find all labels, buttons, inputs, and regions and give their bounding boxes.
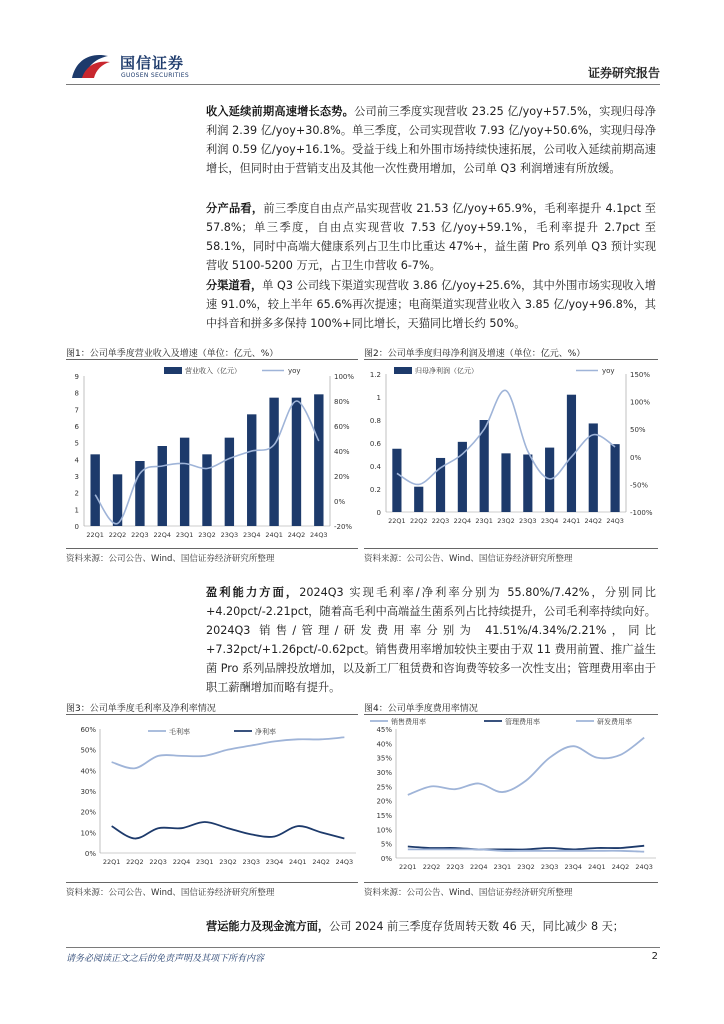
x-tick: 22Q4	[469, 863, 488, 871]
bar	[458, 442, 467, 512]
y-tick-right: 20%	[334, 473, 350, 481]
bar	[225, 438, 234, 526]
guosen-logo-icon	[68, 50, 114, 82]
y-tick-left: 9	[74, 373, 79, 381]
x-tick: 22Q2	[108, 531, 127, 539]
legend-bar-swatch	[394, 367, 412, 374]
y-tick: 20%	[376, 797, 392, 806]
fig4-chart	[364, 717, 658, 880]
x-tick: 23Q3	[519, 517, 537, 525]
paragraph-operations	[206, 917, 656, 936]
logo-cn: 国信证券	[120, 54, 185, 72]
paragraph-channel	[206, 276, 656, 333]
legend-label: 毛利率	[169, 728, 190, 736]
fig4-bottom-rule	[364, 882, 658, 883]
legend-bar-swatch	[164, 367, 182, 374]
y-tick: 60%	[80, 726, 96, 734]
y-tick-right: 150%	[630, 371, 651, 379]
x-tick: 23Q1	[195, 858, 214, 866]
x-tick: 24Q1	[265, 531, 283, 539]
y-tick-right: 100%	[630, 398, 651, 407]
y-tick: 45%	[376, 726, 392, 734]
x-tick: 22Q1	[86, 531, 104, 539]
fig1-title: 图1：公司单季度营业收入及增速（单位：亿元、%）	[66, 349, 279, 359]
y-tick-left: 8	[74, 389, 79, 398]
x-tick: 24Q3	[310, 531, 328, 539]
bar	[314, 394, 323, 526]
y-tick: 0%	[380, 855, 392, 863]
x-tick: 23Q4	[242, 531, 261, 539]
y-tick-left: 4	[74, 456, 79, 465]
x-tick: 22Q3	[131, 531, 149, 539]
legend-bar-label: 归母净利润（亿元）	[415, 367, 478, 375]
y-tick-right: -100%	[630, 509, 653, 517]
x-tick: 23Q1	[475, 517, 493, 525]
x-tick: 24Q3	[606, 517, 624, 525]
y-tick: 30%	[80, 788, 96, 796]
x-tick: 22Q1	[102, 858, 121, 866]
fig1-bottom-rule	[66, 548, 358, 549]
legend-label: 管理费用率	[505, 718, 540, 726]
bar	[414, 487, 423, 512]
bar	[247, 414, 256, 526]
y-tick-left: 6	[74, 423, 79, 431]
x-tick: 24Q2	[312, 858, 330, 866]
fig4-source: 资料来源：公司公告、Wind、国信证券经济研究所整理	[364, 888, 573, 898]
logo-en: GUOSEN SECURITIES	[121, 72, 190, 79]
fig2-bottom-rule	[364, 548, 658, 549]
header-divider	[66, 84, 660, 85]
y-tick: 10%	[376, 826, 392, 835]
x-tick: 22Q4	[153, 531, 172, 539]
fig3-rule	[66, 714, 358, 715]
x-tick: 22Q1	[388, 517, 406, 525]
y-tick: 0%	[84, 850, 96, 858]
paragraph-product	[206, 199, 656, 275]
x-tick: 23Q2	[198, 531, 216, 539]
bar	[269, 398, 278, 526]
fig2-title: 图2：公司单季度归母净利润及增速（单位：亿元、%）	[364, 349, 586, 359]
series-line	[112, 822, 345, 839]
bar	[90, 454, 99, 526]
legend-label: 净利率	[255, 728, 276, 736]
x-tick: 24Q2	[584, 517, 603, 525]
y-tick-left: 1	[376, 394, 381, 402]
paragraph-profitability	[206, 583, 656, 697]
paragraph-revenue	[206, 102, 656, 178]
paragraph-lead: 收入延续前期高速增长态势。	[206, 105, 355, 118]
series-line	[112, 737, 345, 768]
x-tick: 24Q2	[287, 531, 306, 539]
x-tick: 24Q3	[335, 858, 354, 866]
y-tick-left: 7	[74, 406, 79, 415]
y-tick: 35%	[376, 754, 392, 763]
y-tick-left: 0.6	[369, 440, 381, 448]
legend-line-label: yoy	[602, 367, 615, 375]
fig4-rule	[364, 714, 658, 715]
paragraph-lead: 盈利能力方面，	[206, 586, 300, 599]
y-tick: 50%	[80, 746, 96, 755]
x-tick: 23Q4	[564, 863, 583, 871]
x-tick: 24Q1	[588, 863, 606, 871]
fig1-rule	[66, 359, 358, 360]
x-tick: 22Q4	[453, 517, 472, 525]
paragraph-lead: 营运能力及现金流方面，	[206, 920, 330, 933]
paragraph-text: 公司前三季度实现营收 23.25 亿/yoy+57.5%，实现归母净利润 2.39 亿/yoy+30.8%。单三季度，公司实现营收 7.93 亿/yoy+50.6%，实现归母净利润 0.59 亿/yoy+16.1%。受益于线上和外围市场持续快速拓展，公司收入延续前期高速增长，但同时由于营销支出及其他一次性费用增加，公司单 Q3 利润增速有所放缓。	[206, 105, 656, 175]
legend-bar-label: 营业收入（亿元）	[185, 367, 241, 375]
header	[66, 48, 660, 84]
y-tick: 15%	[376, 812, 392, 820]
paragraph-lead: 分产品看，	[206, 202, 264, 215]
paragraph-text: 前三季度自由点产品实现营收 21.53 亿/yoy+65.9%，毛利率提升 4.1pct 至 57.8%；单三季度，自由点实现营收 7.53 亿/yoy+59.1%，毛利率提升 2.7pct 至 58.1%，同时中高端大健康系列占卫生巾比重达 47%+，益生菌 Pro 系列单 Q3 预计实现营收 5100-5200 万元，占卫生巾营收 6-7%。	[206, 202, 656, 272]
legend-label: 销售费用率	[391, 718, 426, 726]
x-tick: 23Q2	[219, 858, 237, 866]
x-tick: 22Q1	[399, 863, 417, 871]
x-tick: 24Q1	[289, 858, 307, 866]
bar	[180, 438, 189, 526]
y-tick-left: 2	[74, 489, 79, 498]
y-tick-right: -50%	[630, 481, 649, 490]
x-tick: 23Q3	[540, 863, 559, 871]
x-tick: 23Q4	[540, 517, 559, 525]
legend-line-label: yoy	[288, 367, 301, 375]
x-tick: 22Q2	[422, 863, 441, 871]
series-line	[408, 738, 644, 795]
y-tick-left: 1.2	[369, 371, 381, 379]
x-tick: 23Q1	[175, 531, 194, 539]
y-tick-left: 1	[74, 506, 79, 515]
y-tick-left: 0.2	[369, 486, 381, 494]
y-tick-left: 0.4	[369, 463, 381, 471]
bar	[292, 398, 301, 526]
legend-label: 研发费用率	[597, 718, 632, 726]
y-tick: 10%	[80, 829, 96, 838]
footer-note: 请务必阅读正文之后的免责声明及其项下所有内容	[66, 954, 265, 964]
fig3-bottom-rule	[66, 882, 358, 883]
fig1-source: 资料来源：公司公告、Wind、国信证券经济研究所整理	[66, 554, 275, 564]
fig2-source: 资料来源：公司公告、Wind、国信证券经济研究所整理	[364, 554, 573, 564]
x-tick: 22Q2	[126, 858, 144, 866]
y-tick: 5%	[380, 840, 392, 849]
y-tick: 30%	[376, 769, 392, 777]
x-tick: 23Q4	[265, 858, 284, 866]
paragraph-lead: 分渠道看，	[206, 279, 263, 292]
x-tick: 23Q2	[517, 863, 535, 871]
bar	[545, 448, 554, 512]
y-tick: 25%	[376, 783, 392, 792]
y-tick: 40%	[376, 740, 392, 749]
y-tick-right: 80%	[334, 398, 350, 406]
y-tick-right: -20%	[334, 523, 353, 531]
x-tick: 22Q3	[446, 863, 464, 871]
x-tick: 24Q3	[635, 863, 653, 871]
y-tick-left: 0	[376, 509, 381, 517]
x-tick: 23Q3	[242, 858, 261, 866]
y-tick-left: 0	[74, 523, 79, 531]
y-tick: 40%	[80, 767, 96, 776]
x-tick: 22Q3	[149, 858, 167, 866]
y-tick-right: 0%	[630, 453, 642, 462]
bar	[523, 455, 532, 513]
fig3-source: 资料来源：公司公告、Wind、国信证券经济研究所整理	[66, 888, 275, 898]
y-tick-left: 0.8	[369, 417, 381, 425]
y-tick-left: 5	[74, 439, 79, 448]
x-tick: 22Q3	[431, 517, 450, 525]
x-tick: 22Q2	[409, 517, 428, 525]
x-tick: 23Q3	[220, 531, 239, 539]
x-tick: 23Q2	[497, 517, 515, 525]
x-tick: 22Q4	[172, 858, 191, 866]
paragraph-text: 单 Q3 公司线下渠道实现营收 3.86 亿/yoy+25.6%，其中外围市场实现收入增速 91.0%，较上半年 65.6%再次提速；电商渠道实现营业收入 3.85 亿/yoy+96.8%，其中抖音和拼多多保持 100%+同比增长，天猫同比增长约 50%。	[206, 279, 656, 330]
paragraph-text: 2024Q3 实现毛利率/净利率分别为 55.80%/7.42%，分别同比+4.20pct/-2.21pct，随着高毛利中高端益生菌系列占比持续提升，公司毛利率持续向好。2024Q3 销售/管理/研发费用率分别为 41.51%/4.34%/2.21%，同比+7.32pct/+1.26pct/-0.62pct。销售费用率增加较快主要由于双 11 费用前置、推广益生菌 Pro 系列品牌投放增加，以及新工厂租赁费和咨询费等较多一次性支出；管理费用率由于职工薪酬增加而略有提升。	[206, 586, 656, 694]
y-tick-right: 60%	[334, 423, 350, 431]
paragraph-text: 公司 2024 前三季度存货周转天数 46 天，同比减少 8 天；	[329, 920, 624, 933]
fig2-chart	[364, 362, 658, 546]
report-type: 证券研究报告	[587, 66, 660, 80]
y-tick: 20%	[80, 808, 96, 817]
fig2-rule	[364, 359, 658, 360]
fig3-chart	[66, 717, 358, 880]
fig3-title: 图3：公司单季度毛利率及净利率情况	[66, 704, 216, 714]
x-tick: 24Q2	[611, 863, 630, 871]
bar	[392, 449, 401, 512]
fig4-title: 图4：公司单季度费用率情况	[364, 704, 478, 714]
y-tick-right: 40%	[334, 448, 350, 456]
bar	[158, 446, 167, 526]
y-tick-right: 0%	[334, 498, 346, 506]
bar	[611, 444, 620, 512]
y-tick-right: 50%	[630, 426, 646, 435]
x-tick: 24Q1	[562, 517, 581, 525]
x-tick: 23Q1	[493, 863, 512, 871]
footer-divider	[66, 947, 660, 948]
bar	[202, 454, 211, 526]
y-tick-left: 3	[74, 473, 79, 481]
fig1-chart	[66, 362, 358, 546]
y-tick-right: 100%	[334, 373, 355, 381]
bar	[501, 453, 510, 512]
page-number: 2	[651, 951, 658, 962]
